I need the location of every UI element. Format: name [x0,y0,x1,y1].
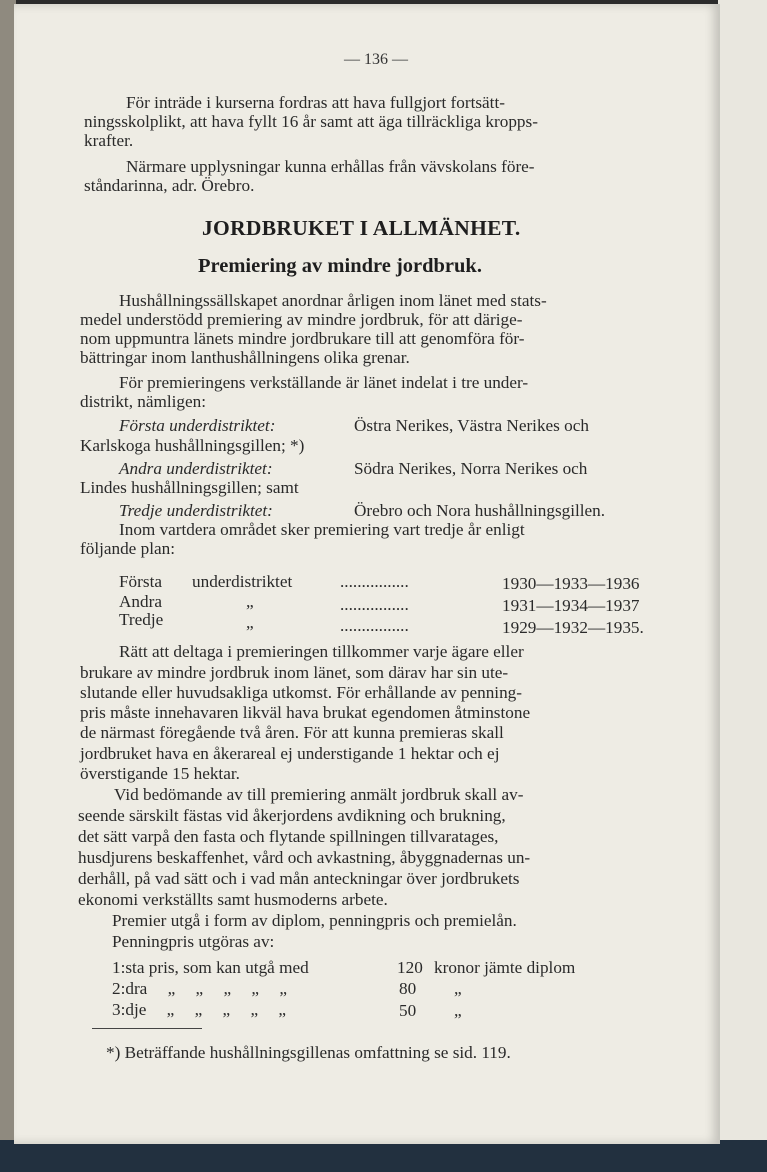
book-cover-edge [0,1140,767,1172]
intro-line: krafter. [84,131,134,150]
paragraph-line: seende särskilt fästas vid åkerjordens avdikning och brukning, [78,806,506,825]
prize-rank: 1:sta pris, som kan utgå med [112,958,309,977]
paragraph-line: följande plan: [80,539,175,558]
book-page [14,4,720,1144]
paragraph-line: brukare av mindre jordbruk inom länet, som därav har sin ute- [80,663,509,682]
district-label: Första underdistriktet: [119,416,276,435]
district-text: Örebro och Nora hushållningsgillen. [354,501,606,520]
prize-note: „ [454,979,462,998]
paragraph-line: Penningpris utgöras av: [112,932,275,951]
district-text: Lindes hushållningsgillen; samt [80,478,299,497]
paragraph-line: distrikt, nämligen: [80,392,207,411]
district-label: Andra underdistriktet: [119,459,273,478]
prize-rank: 2:dra „ „ „ „ „ [112,979,287,998]
paragraph-line: bättringar inom lanthushållningens olika grenar. [80,348,410,367]
footnote-rule [92,1028,202,1029]
prize-note: kronor jämte diplom [434,958,576,977]
schedule-name: Andra [119,592,162,611]
paragraph-line: slutande eller huvudsakliga utkomst. För erhållande av penning- [80,683,522,702]
intro-line: ningsskolplikt, att hava fyllt 16 år samt att äga tillräckliga kropps- [84,112,538,131]
intro-line: ståndarinna, adr. Örebro. [84,176,255,195]
intro-line: Närmare upplysningar kunna erhållas från vävskolans före- [126,157,535,176]
paragraph-line: nom uppmuntra länets mindre jordbrukare till att genomföra för- [80,329,525,348]
paragraph-line: medel understödd premiering av mindre jordbruk, för att därige- [80,310,523,329]
intro-line: För inträde i kurserna fordras att hava fullgjort fortsätt- [126,93,505,112]
schedule-years: 1930—1933—1936 [502,574,640,593]
schedule-dots: ................ [340,616,409,635]
schedule-years: 1931—1934—1937 [502,596,640,615]
paragraph-line: Hushållningssällskapet anordnar årligen inom länet med stats- [119,291,547,310]
section-heading: JORDBRUKET I ALLMÄNHET. [202,216,521,240]
paragraph-line: Inom vartdera området sker premiering vart tredje år enligt [119,520,525,539]
paragraph-line: Premier utgå i form av diplom, penningpris och premielån. [112,911,517,930]
paragraph-line: husdjurens beskaffenhet, vård och avkastning, åbyggnadernas un- [78,848,531,867]
district-text: Södra Nerikes, Norra Nerikes och [354,459,588,478]
prize-amount: 50 [399,1001,417,1020]
paragraph-line: pris måste innehavaren likväl hava brukat egendomen åtminstone [80,703,531,722]
paragraph-line: ekonomi verkställts samt husmoderns arbete. [78,890,388,909]
district-label: Tredje underdistriktet: [119,501,273,520]
page-number: — 136 — [344,51,408,68]
paragraph-line: jordbruket hava en åkerareal ej understigande 1 hektar och ej [80,744,500,763]
schedule-rest: underdistriktet [192,572,293,591]
paragraph-line: överstigande 15 hektar. [80,764,240,783]
schedule-name: Tredje [119,610,164,629]
schedule-dots: ................ [340,572,409,591]
prize-amount: 80 [399,979,417,998]
schedule-rest: „ [246,613,254,632]
footnote: *) Beträffande hushållningsgillenas omfattning se sid. 119. [106,1043,511,1062]
schedule-years: 1929—1932—1935. [502,618,644,637]
section-subheading: Premiering av mindre jordbruk. [198,255,482,277]
paragraph-line: Rätt att deltaga i premieringen tillkommer varje ägare eller [119,642,524,661]
paragraph-line: de närmast föregående två åren. För att kunna premieras skall [80,723,504,742]
paragraph-line: det sätt varpå den fasta och flytande spillningen tillvaratages, [78,827,499,846]
next-page-edge [718,0,767,1172]
schedule-rest: „ [246,592,254,611]
prize-amount: 120 [397,958,423,977]
paragraph-line: För premieringens verkställande är länet indelat i tre under- [119,373,529,392]
district-text: Karlskoga hushållningsgillen; *) [80,436,305,455]
schedule-dots: ................ [340,595,409,614]
paragraph-line: Vid bedömande av till premiering anmält jordbruk skall av- [114,785,524,804]
prize-rank: 3:dje „ „ „ „ „ [112,1000,286,1019]
prize-note: „ [454,1001,462,1020]
schedule-name: Första [119,572,162,591]
paragraph-line: derhåll, på vad sätt och i vad mån anteckningar över jordbrukets [78,869,520,888]
district-text: Östra Nerikes, Västra Nerikes och [354,416,589,435]
